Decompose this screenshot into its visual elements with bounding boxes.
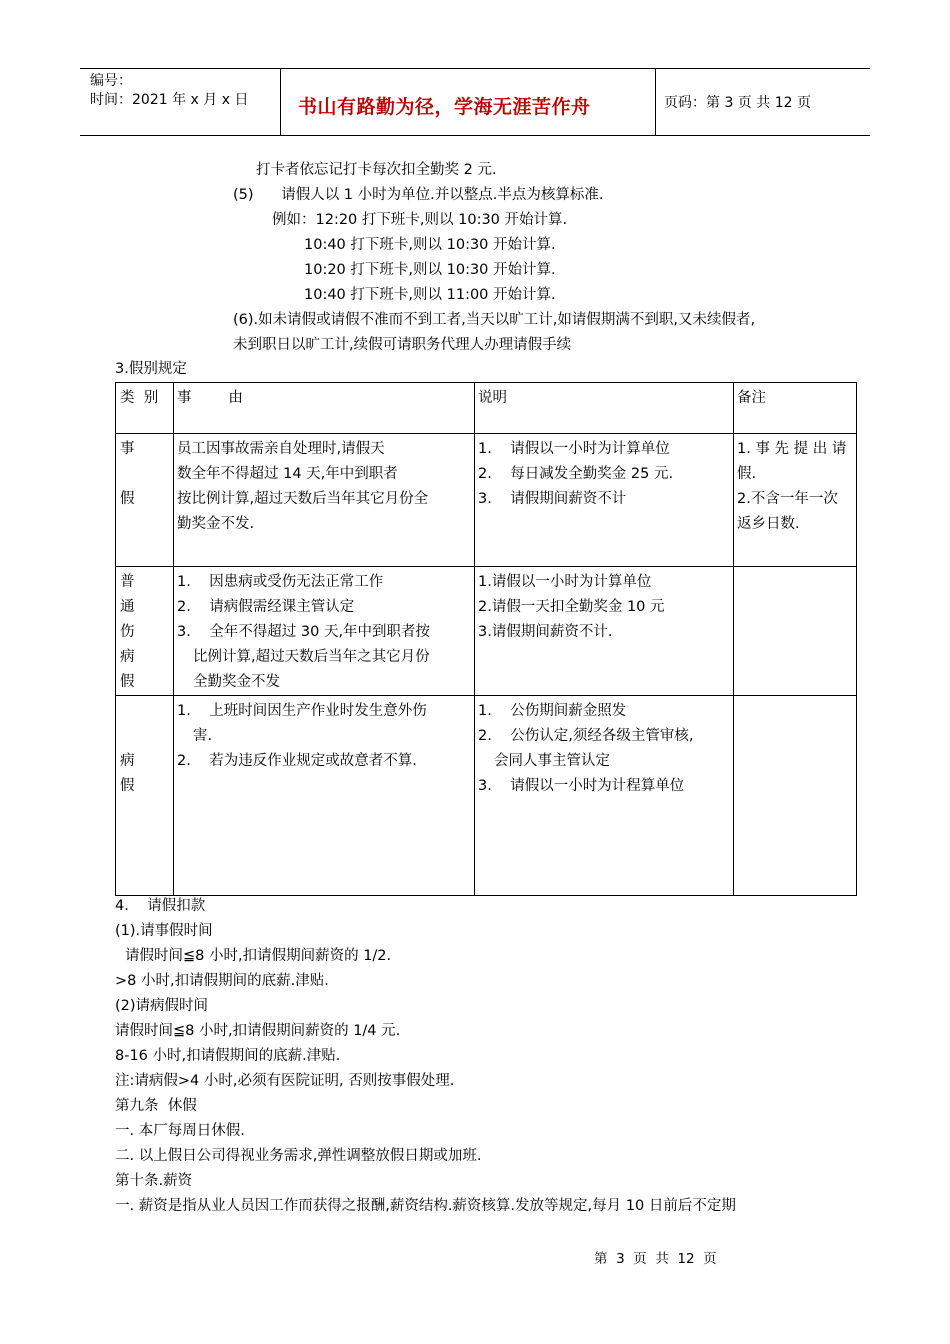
explanation-line: 3.请假期间薪资不计. [478,624,613,640]
header-category: 类 别 [116,383,174,434]
table-row [116,567,857,696]
reason-line: 比例计算,超过天数后当年之其它月份 [193,649,430,665]
text-line: >8 小时,扣请假期间的底薪.津贴. [115,973,329,989]
reason-line: 数全年不得超过 14 天,年中到职者 [177,466,398,482]
category-char: 假 [120,778,135,794]
explanation-cell [475,567,734,696]
page-footer: 第 3 页 共 12 页 [594,1251,717,1267]
header-divider-right [655,68,656,136]
text-line: 10:20 打下班卡,则以 10:30 开始计算. [304,262,556,278]
header-explanation: 说明 [475,383,734,434]
category-cell [116,567,174,696]
text-line: 请假时间≦8 小时,扣请假期间薪资的 1/2. [125,948,392,964]
explanation-cell [475,434,734,567]
category-cell [116,434,174,567]
article-title: 第十条.薪资 [115,1173,193,1189]
text-line: 4. 请假扣款 [115,898,206,914]
text-line: 二. 以上假日公司得视业务需求,弹性调整放假日期或加班. [115,1148,482,1164]
reason-line: 全勤奖金不发 [193,674,280,690]
reason-line: 1. 上班时间因生产作业时发生意外伤 [177,703,427,719]
explanation-line: 2. 公伤认定,须经各级主管审核, [478,728,694,744]
category-char: 通 [120,599,135,615]
serial-label: 编号： [90,73,132,89]
explanation-line: 1. 请假以一小时为计算单位 [478,441,670,457]
category-char: 假 [120,491,135,507]
text-line: (5) 请假人以 1 小时为单位.并以整点.半点为核算标准. [233,187,604,203]
reason-line: 害. [193,728,213,744]
reason-line: 按比例计算,超过天数后当年其它月份全 [177,491,429,507]
text-line: 10:40 打下班卡,则以 11:00 开始计算. [304,287,556,303]
remark-cell [734,696,857,896]
explanation-line: 3. 请假以一小时为计程算单位 [478,778,685,794]
text-line: 例如：12:20 打下班卡,则以 10:30 开始计算. [272,212,568,228]
remark-cell [734,434,857,567]
category-cell [116,696,174,896]
reason-line: 1. 因患病或受伤无法正常工作 [177,574,384,590]
text-line: (6).如未请假或请假不准而不到工者,当天以旷工计,如请假期满不到职,又未续假者, [233,312,756,328]
category-char: 病 [120,649,135,665]
reason-line: 3. 全年不得超过 30 天,年中到职者按 [177,624,431,640]
explanation-line: 1. 公伤期间薪金照发 [478,703,627,719]
text-line: 打卡者依忘记打卡每次扣全勤奖 2 元. [256,162,497,178]
text-line: 未到职日以旷工计,续假可请职务代理人办理请假手续 [233,337,572,353]
reason-line: 2. 请病假需经课主管认定 [177,599,355,615]
table-row [116,434,857,567]
category-char: 假 [120,674,135,690]
reason-cell [174,434,475,567]
reason-line: 员工因事故需亲自处理时,请假天 [177,441,385,457]
text-line: 8-16 小时,扣请假期间的底薪.津贴. [115,1048,341,1064]
remark-line: 假. [737,466,757,482]
header-reason: 事 由 [174,383,475,434]
remark-line: 1. 事 先 提 出 请 [737,441,847,457]
header-motto: 书山有路勤为径，学海无涯苦作舟 [298,96,591,118]
reason-cell [174,696,475,896]
text-line: 一. 本厂每周日休假. [115,1123,245,1139]
text-line: 注:请病假>4 小时,必须有医院证明, 否则按事假处理. [115,1073,455,1089]
table-header-row [116,383,857,434]
category-char: 普 [120,574,135,590]
text-line: (1).请事假时间 [115,923,213,939]
text-line: 10:40 打下班卡,则以 10:30 开始计算. [304,237,556,253]
header-page-info: 页码：第 3 页 共 12 页 [664,95,811,111]
explanation-line: 会同人事主管认定 [494,753,610,769]
explanation-cell [475,696,734,896]
reason-cell [174,567,475,696]
category-char: 伤 [120,624,135,640]
header-divider-left [280,68,281,136]
header-bottom-rule [80,135,870,136]
remark-line: 返乡日数. [737,516,800,532]
text-line: (2)请病假时间 [115,998,209,1014]
table-row [116,696,857,896]
article-title: 第九条 休假 [115,1098,197,1114]
category-char: 病 [120,753,135,769]
explanation-line: 1.请假以一小时为计算单位 [478,574,652,590]
reason-line: 勤奖金不发. [177,516,255,532]
header-top-rule [80,68,870,69]
explanation-line: 2.请假一天扣全勤奖金 10 元 [478,599,665,615]
leave-types-table [115,382,857,896]
reason-line: 2. 若为违反作业规定或故意者不算. [177,753,417,769]
category-char: 事 [120,441,135,457]
header-remark: 备注 [734,383,857,434]
remark-line: 2.不含一年一次 [737,491,838,507]
explanation-line: 2. 每日减发全勤奖金 25 元. [478,466,674,482]
explanation-line: 3. 请假期间薪资不计 [478,491,627,507]
remark-cell [734,567,857,696]
date-label: 时间：2021 年 x 月 x 日 [90,92,249,108]
text-line: 一. 薪资是指从业人员因工作而获得之报酬,薪资结构.薪资核算.发放等规定,每月 10 日前后不定期 [115,1198,736,1214]
section-title: 3.假别规定 [115,361,187,377]
text-line: 请假时间≦8 小时,扣请假期间薪资的 1/4 元. [115,1023,401,1039]
